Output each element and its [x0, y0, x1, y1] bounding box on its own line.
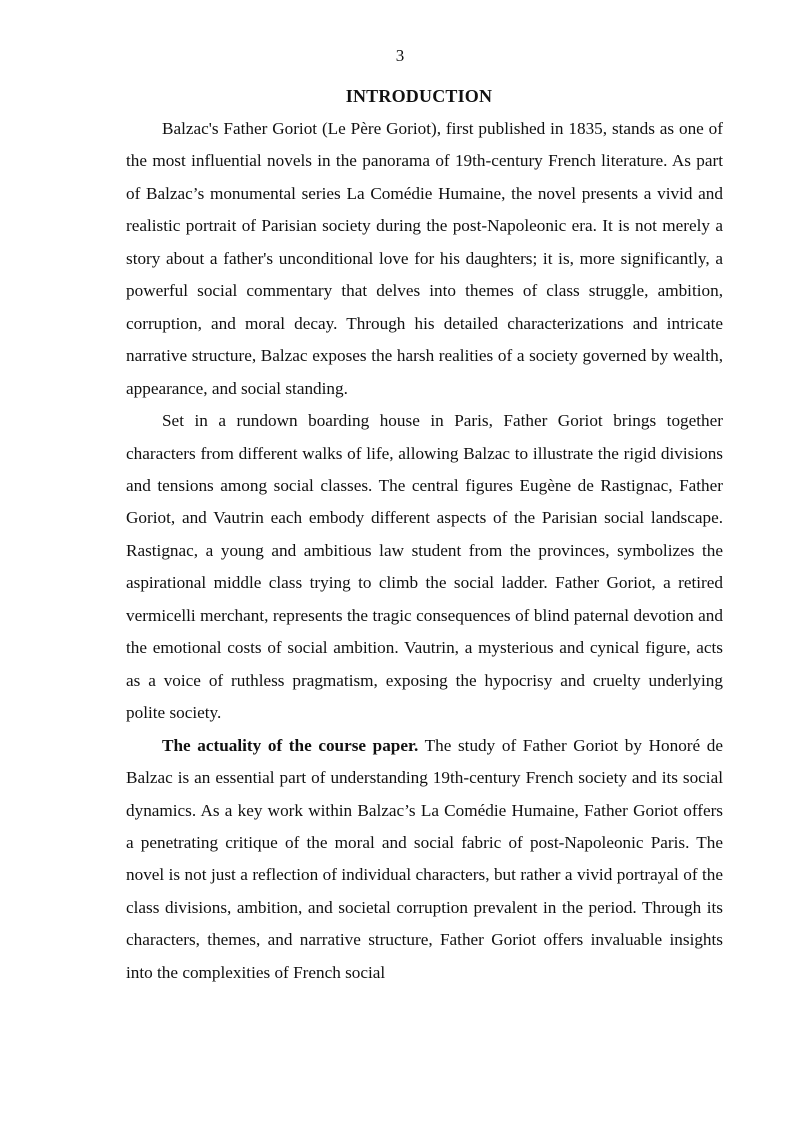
section-heading: INTRODUCTION [345, 86, 493, 106]
paragraph-lead: The actuality of the course paper. [162, 735, 419, 755]
paragraph-3 [126, 730, 723, 990]
body-text [126, 113, 723, 989]
paragraph-text: Set in a rundown boarding house in Paris, Father Goriot brings together characters from different walks of life, allowing Balzac to illustrate the rigid divisions and tensions among social classes. The central figures Eugène de Rastignac, Father Goriot, and Vautrin each embody different aspects of the Parisian social landscape. Rastignac, a young and ambitious law student from the provinces, symbolizes the aspirational middle class trying to climb the social ladder. Father Goriot, a retired vermicelli merchant, represents the tragic consequences of blind paternal devotion and the emotional costs of social ambition. Vautrin, a mysterious and cynical figure, acts as a voice of ruthless pragmatism, exposing the hypocrisy and cruelty underlying polite society. [126, 411, 723, 723]
page-number: 3 [395, 46, 405, 65]
paragraph-text: Balzac's Father Goriot (Le Père Goriot), first published in 1835, stands as one of the most influential novels in the panorama of 19th-century French literature. As part of Balzac’s monumental series La Comédie Humaine, the novel presents a vivid and realistic portrait of Parisian society during the post-Napoleonic era. It is not merely a story about a father's unconditional love for his daughters; it is, more significantly, a powerful social commentary that delves into themes of class struggle, ambition, corruption, and moral decay. Through his detailed characterizations and intricate narrative structure, Balzac exposes the harsh realities of a society governed by wealth, appearance, and social standing. [126, 119, 723, 398]
paragraph-text: The study of Father Goriot by Honoré de Balzac is an essential part of understanding 19th-century French society and its social dynamics. As a key work within Balzac’s La Comédie Humaine, Father Goriot offers a penetrating critique of the moral and social fabric of post-Napoleonic Paris. The novel is not just a reflection of individual characters, but rather a vivid portrayal of the class divisions, ambition, and societal corruption prevalent in the period. Through its characters, themes, and narrative structure, Father Goriot offers invaluable insights into the complexities of French social [126, 735, 723, 982]
paragraph-2 [126, 405, 723, 730]
paragraph-1 [126, 113, 723, 405]
